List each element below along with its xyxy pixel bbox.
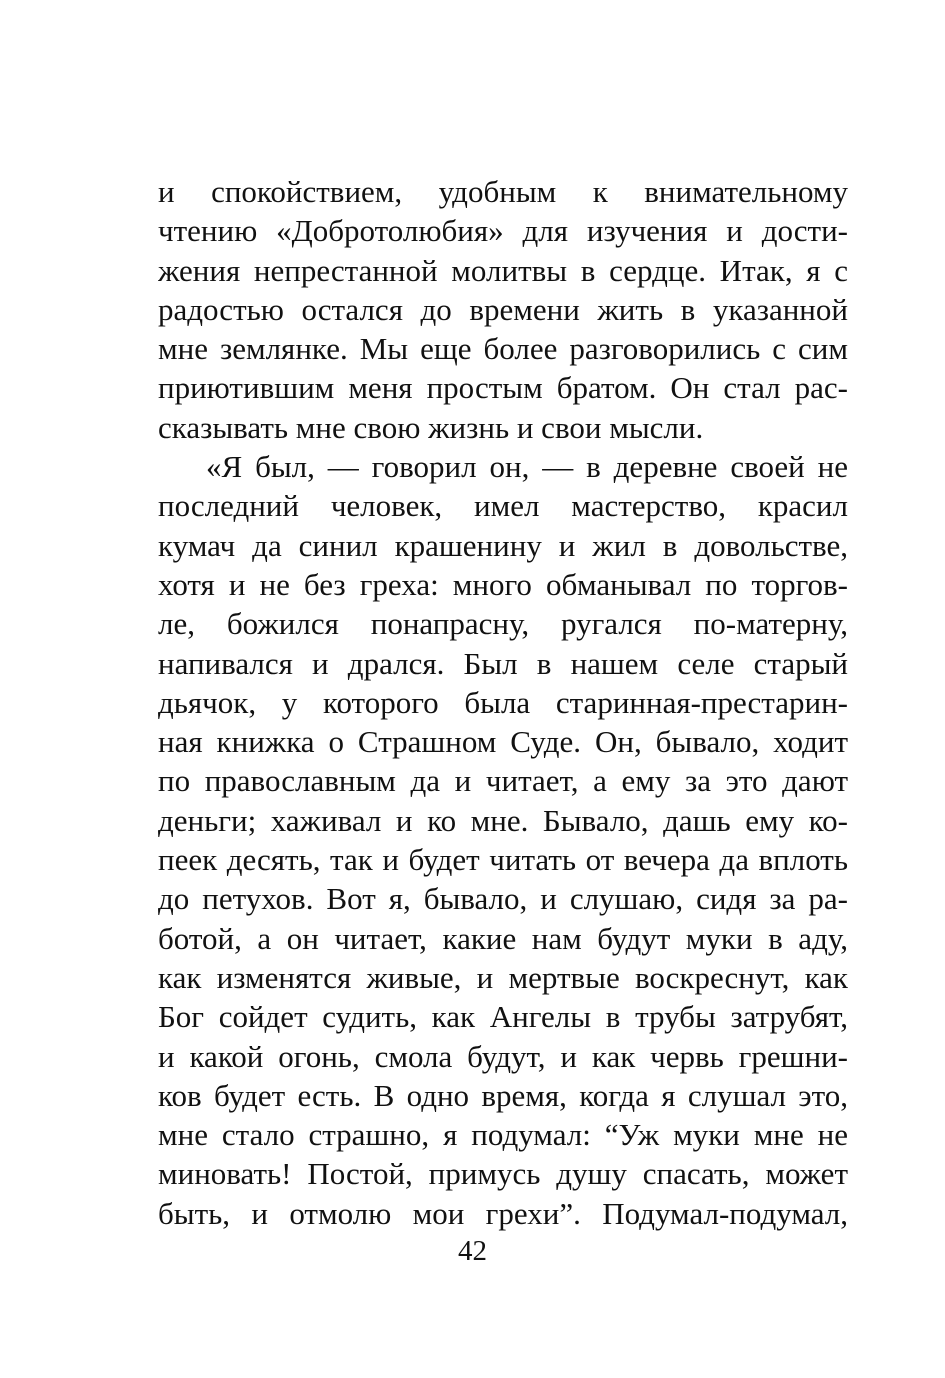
text-line-19: до петухов. Вот я, бывало, и слушаю, сидя за ра- bbox=[158, 881, 848, 917]
text-line-27: быть, и отмолю мои грехи”. Подумал-подумал, bbox=[158, 1195, 848, 1231]
text-line-22: Бог сойдет судить, как Ангелы в трубы затрубят, bbox=[158, 999, 848, 1035]
body-text bbox=[158, 172, 848, 1233]
text-line-12: ле, божился понапрасну, ругался по-матерну, bbox=[158, 606, 848, 642]
text-line-23: и какой огонь, смола будут, и как червь грешни- bbox=[158, 1038, 848, 1074]
text-line-5: мне землянке. Мы еще более разговорились с сим bbox=[158, 331, 848, 367]
text-line-25: мне стало страшно, я подумал: “Уж муки мне не bbox=[158, 1117, 848, 1153]
text-line-17: деньги; хаживал и ко мне. Бывало, дашь ему ко- bbox=[158, 802, 848, 838]
text-line-15: ная книжка о Страшном Суде. Он, бывало, ходит bbox=[158, 724, 848, 760]
text-line-3: жения непрестанной молитвы в сердце. Итак, я с bbox=[158, 252, 848, 288]
text-line-10: кумач да синил крашенину и жил в довольстве, bbox=[158, 527, 848, 563]
text-line-1: и спокойствием, удобным к внимательному bbox=[158, 174, 848, 209]
text-line-7: сказывать мне свою жизнь и свои мысли. bbox=[158, 409, 704, 445]
text-line-20: ботой, а он читает, какие нам будут муки в аду, bbox=[158, 920, 848, 956]
page-number: 42 bbox=[458, 1235, 487, 1267]
text-line-6: приютившим меня простым братом. Он стал рас- bbox=[158, 370, 848, 406]
text-line-2: чтению «Добротолюбия» для изучения и дости- bbox=[158, 213, 848, 249]
text-line-18: пеек десять, так и будет читать от вечера да вплоть bbox=[158, 842, 848, 878]
text-line-9: последний человек, имел мастерство, красил bbox=[158, 488, 848, 524]
text-line-14: дьячок, у которого была старинная-престарин- bbox=[158, 684, 848, 720]
text-line-26: миновать! Постой, примусь душу спасать, может bbox=[158, 1156, 848, 1192]
text-line-16: по православным да и читает, а ему за это дают bbox=[158, 763, 848, 799]
text-line-8: «Я был, — говорил он, — в деревне своей не bbox=[206, 449, 848, 485]
text-line-4: радостью остался до времени жить в указанной bbox=[158, 291, 848, 327]
text-line-13: напивался и дрался. Был в нашем селе старый bbox=[158, 645, 848, 681]
text-line-21: как изменятся живые, и мертвые воскреснут, как bbox=[158, 959, 848, 995]
text-line-11: хотя и не без греха: много обманывал по торгов- bbox=[158, 566, 848, 602]
text-line-24: ков будет есть. В одно время, когда я слушал это, bbox=[158, 1077, 848, 1113]
